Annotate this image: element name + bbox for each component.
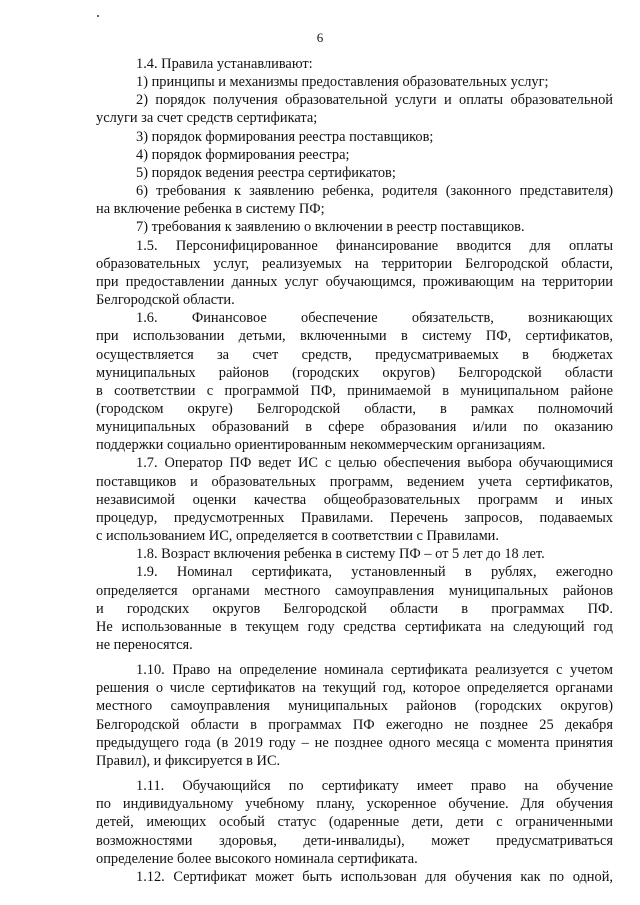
text-line: процедур, предусмотренных Правилами. Перечень запросов, подаваемых bbox=[96, 509, 613, 526]
text-line: решения о числе сертификатов на текущий год, которое определяется органами bbox=[96, 680, 613, 697]
text-line: 6) требования к заявлению ребенка, родителя (законного представителя) bbox=[136, 183, 613, 200]
text-line: поддержки социально ориентированным некоммерческим организациям. bbox=[96, 437, 546, 454]
text-line: Белгородской области. bbox=[96, 292, 235, 309]
text-line: детей, имеющих особый статус (одаренные дети, дети с ограниченными bbox=[96, 814, 613, 831]
text-line: 5) порядок ведения реестра сертификатов; bbox=[136, 164, 396, 181]
text-line: осуществляется за счет средств, предусматриваемых в бюджетах bbox=[96, 346, 613, 363]
text-line: Не использованные в текущем году средства сертификата на следующий год bbox=[96, 618, 613, 635]
text-line: 1) принципы и механизмы предоставления образовательных услуг; bbox=[136, 74, 549, 91]
document-body bbox=[96, 55, 613, 886]
text-line: 1.4. Правила устанавливают: bbox=[136, 56, 313, 72]
text-line: предыдущего года (в 2019 году – не позднее одного месяца с момента принятия bbox=[96, 734, 613, 751]
text-line: 1.9. Номинал сертификата, установленный в рублях, ежегодно bbox=[136, 564, 613, 581]
text-line: на включение ребенка в систему ПФ; bbox=[96, 201, 325, 218]
text-line: с использованием ИС, определяется в соответствии с Правилами. bbox=[96, 528, 499, 545]
text-line: определение более высокого номинала сертификата. bbox=[96, 850, 418, 867]
text-line: 1.10. Право на определение номинала сертификата реализуется с учетом bbox=[136, 662, 613, 679]
text-line: образовательных услуг, реализуемых на территории Белгородской области, bbox=[96, 255, 613, 272]
text-line: по индивидуальному учебному плану, ускоренное обучение. Для обучения bbox=[96, 796, 613, 813]
text-line: определяется органами местного самоуправления муниципальных районов bbox=[96, 582, 613, 599]
text-line: не переносятся. bbox=[96, 637, 193, 653]
text-line: возможностями здоровья, дети-инвалиды), может предусматриваться bbox=[96, 832, 613, 849]
text-line: 2) порядок получения образовательной услуги и оплаты образовательной bbox=[136, 92, 613, 109]
text-line: и городских округов Белгородской области в программах ПФ. bbox=[96, 600, 613, 617]
text-line: 7) требования к заявлению о включении в реестр поставщиков. bbox=[136, 219, 525, 236]
scan-speck bbox=[97, 15, 99, 17]
text-line: поставщиков и образовательных программ, ведением учета сертификатов, bbox=[96, 473, 613, 490]
text-line: 1.12. Сертификат может быть использован для обучения как по одной, bbox=[136, 868, 613, 885]
text-line: 1.5. Персонифицированное финансирование вводится для оплаты bbox=[136, 237, 613, 254]
text-line: услуги за счет средств сертификата; bbox=[96, 110, 318, 127]
text-line: 4) порядок формирования реестра; bbox=[136, 146, 350, 163]
text-line: (городском округе) Белгородской области, в рамках полномочий bbox=[96, 400, 613, 417]
text-line: 3) порядок формирования реестра поставщиков; bbox=[136, 128, 434, 145]
text-line: при предоставлении данных услуг обучающимся, проживающим на территории bbox=[96, 273, 613, 290]
text-line: муниципальных районов (городских округов) Белгородской области bbox=[96, 364, 613, 381]
text-line: 1.7. Оператор ПФ ведет ИС с целью обеспечения выбора обучающимися bbox=[136, 455, 613, 472]
text-line: местного самоуправления муниципальных районов (городских округов) bbox=[96, 698, 613, 715]
text-line: Правил), и фиксируется в ИС. bbox=[96, 752, 281, 769]
text-line: в соответствии с программой ПФ, принимаемой в муниципальном районе bbox=[96, 382, 613, 399]
text-line: Белгородской области в программах ПФ ежегодно не позднее 25 декабря bbox=[96, 716, 613, 733]
text-line: 1.8. Возраст включения ребенка в систему ПФ – от 5 лет до 18 лет. bbox=[136, 546, 545, 563]
text-line: при использовании детьми, включенными в систему ПФ, сертификатов, bbox=[96, 328, 613, 345]
text-line: 1.6. Финансовое обеспечение обязательств, возникающих bbox=[136, 310, 613, 327]
text-line: независимой оценки качества общеобразовательных программ и иных bbox=[96, 491, 613, 508]
page-number: 6 bbox=[316, 30, 324, 45]
text-line: 1.11. Обучающийся по сертификату имеет право на обучение bbox=[136, 778, 613, 795]
text-line: муниципальных образований в сфере образования и/или по оказанию bbox=[96, 419, 613, 436]
